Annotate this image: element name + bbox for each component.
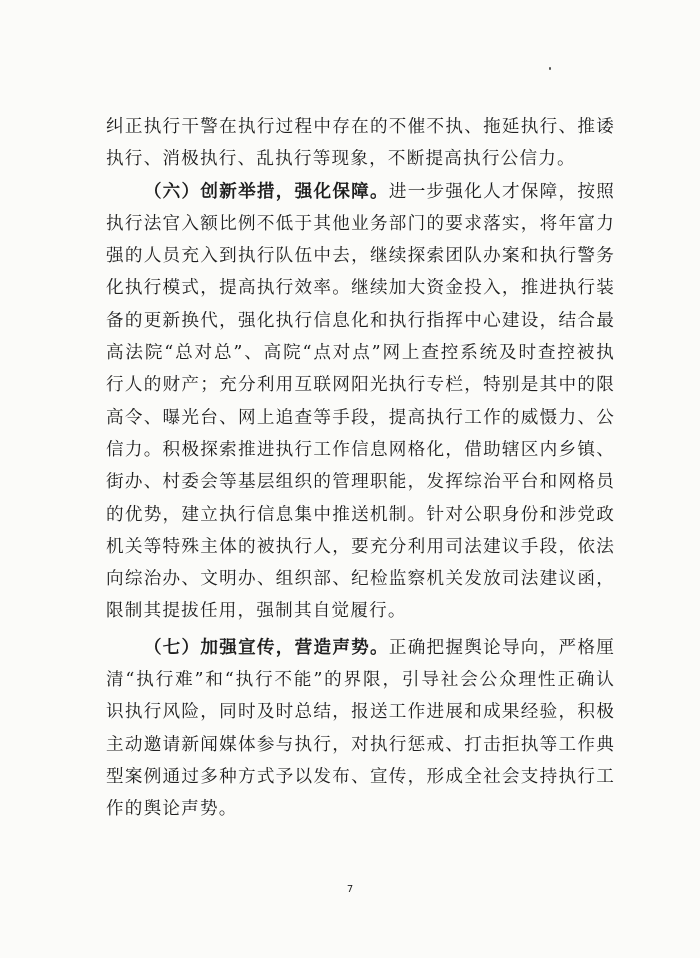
paragraph-text: 纠正执行干警在执行过程中存在的不催不执、拖延执行、推诿执行、消极执行、乱执行等现象，不断提高执行公信力。 bbox=[106, 117, 615, 170]
paragraph-text: 正确把握舆论导向，严格厘清“执行难”和“执行不能”的界限，引导社会公众理性正确认识执行风险，同时及时总结，报送工作进展和成果经验，积极主动邀请新闻媒体参与执行，对执行惩戒、打击拒执等工作典型案例通过多种方式予以发布、宣传，形成全社会支持执行工作的舆论声势。 bbox=[106, 637, 615, 820]
paragraph-text: 进一步强化人才保障，按照执行法官入额比例不低于其他业务部门的要求落实，将年富力强的人员充入到执行队伍中去，继续探索团队办案和执行警务化执行模式，提高执行效率。继续加大资金投入，推进执行装备的更新换代，强化执行信息化和执行指挥中心建设，结合最高法院“总对总”、高院“点对点”网上查控系统及时查控被执行人的财产；充分利用互联网阳光执行专栏，特别是其中的限高令、曝光台、网上追查等手段，提高执行工作的威慑力、公信力。积极探索推进执行工作信息网格化，借助辖区内乡镇、街办、村委会等基层组织的管理职能，发挥综治平台和网格员的优势，建立执行信息集中推送机制。针对公职身份和涉党政机关等特殊主体的被执行人，要充分利用司法建议手段，依法向综治办、文明办、组织部、纪检监察机关发放司法建议函，限制其提拔任用，强制其自觉履行。 bbox=[106, 181, 615, 622]
paragraph-section-six bbox=[106, 176, 615, 628]
paragraph-section-seven bbox=[106, 632, 615, 826]
document-body bbox=[106, 111, 615, 826]
paragraph-continuation bbox=[106, 111, 615, 176]
section-heading: （六）创新举措，强化保障。 bbox=[143, 180, 389, 202]
scan-speck bbox=[549, 67, 551, 70]
section-heading: （七）加强宣传，营造声势。 bbox=[143, 636, 389, 658]
page-number: 7 bbox=[346, 884, 354, 895]
